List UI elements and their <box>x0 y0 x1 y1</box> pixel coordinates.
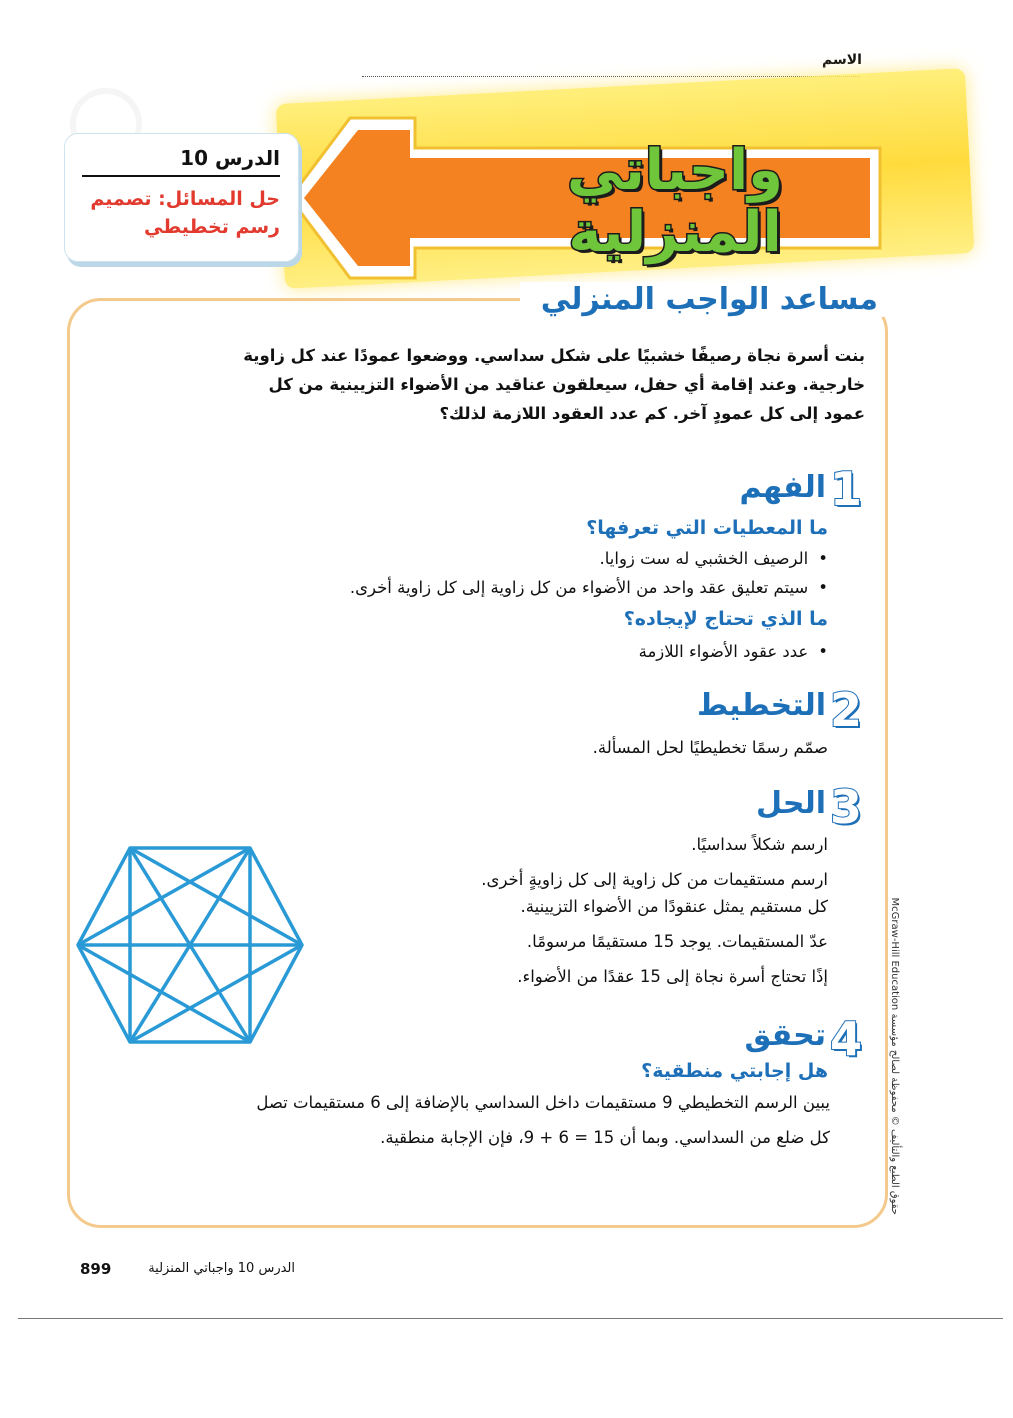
problem-statement: بنت أسرة نجاة رصيفًا خشبيًا على شكل سداسي. ووضعوا عمودًا عند كل زاوية خارجية. وعند إقامة أي حفل، سيعلقون عناقيد من الأضواء التزيينية من كل عمود إلى كل عمودٍ آخر. كم عدد العقود اللازمة لذلك؟ <box>243 346 865 424</box>
page-number: 899 <box>80 1260 112 1278</box>
goal-question: ما الذي تحتاج لإيجاده؟ <box>623 608 828 630</box>
check-line-2: كل ضلع من السداسي. وبما أن 15 = 6 + 9، فإن الإجابة منطقية. <box>380 1128 830 1147</box>
step-1-title: الفهم <box>739 470 826 505</box>
lesson-number: الدرس 10 <box>180 146 280 170</box>
step-4-title: تحقق <box>744 1018 826 1053</box>
page-title: واجباتي المنزلية <box>567 138 783 265</box>
fact-bullet-1: • الرصيف الخشبي له ست زوايا. <box>300 547 828 572</box>
name-label: الاسم <box>822 52 862 68</box>
solve-line-1: ارسم شكلاً سداسيًا. <box>691 835 828 854</box>
homework-helper-title: مساعد الواجب المنزلي <box>520 282 884 317</box>
solve-line-5: إذًا تحتاج أسرة نجاة إلى 15 عقدًا من الأضواء. <box>517 967 828 986</box>
step-3-number: 3 <box>830 780 863 834</box>
check-line-1: يبين الرسم التخطيطي 9 مستقيمات داخل السداسي بالإضافة إلى 6 مستقيمات تصل <box>256 1093 830 1112</box>
step-3-title: الحل <box>756 786 826 821</box>
check-question: هل إجابتي منطقية؟ <box>641 1060 828 1082</box>
bottom-rule <box>18 1318 1003 1319</box>
step-1-number: 1 <box>830 462 863 516</box>
solve-line-4: عدّ المستقيمات. يوجد 15 مستقيمًا مرسومًا. <box>526 932 828 951</box>
step-4-number: 4 <box>830 1012 863 1066</box>
footer-lesson-ref: الدرس 10 واجباتي المنزلية <box>148 1261 295 1276</box>
lesson-topic-line-1: حل المسائل: تصميم <box>90 188 280 210</box>
step-2-number: 2 <box>830 683 863 737</box>
fact-bullet-2: • سيتم تعليق عقد واحد من الأضواء من كل زاوية إلى كل زاوية أخرى. <box>200 576 828 601</box>
step-2-title: التخطيط <box>696 688 826 723</box>
lesson-divider <box>82 175 280 177</box>
solve-line-2: ارسم مستقيمات من كل زاوية إلى كل زاويةٍ أخرى. <box>481 870 828 889</box>
lesson-topic-line-2: رسم تخطيطي <box>144 215 280 238</box>
homework-helper-frame <box>67 298 888 1228</box>
solve-line-3: كل مستقيم يمثل عنقودًا من الأضواء التزيينية. <box>520 897 828 916</box>
goal-bullet: • عدد عقود الأضواء اللازمة <box>300 640 828 665</box>
lesson-topic <box>80 186 280 241</box>
copyright-credit: حقوق الطبع والتأليف © محفوظة لصالح مؤسسة McGraw-Hill Education <box>889 897 900 1215</box>
known-facts-question: ما المعطيات التي تعرفها؟ <box>586 517 828 539</box>
plan-text: صمّم رسمًا تخطيطيًا لحل المسألة. <box>592 738 828 757</box>
hexagon-diagram <box>70 840 310 1050</box>
